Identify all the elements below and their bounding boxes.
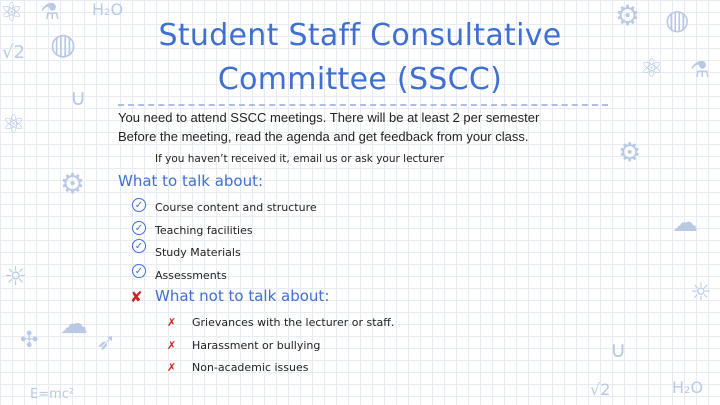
- rocket-icon: ➶: [96, 328, 117, 356]
- talk-about-item: Study Materials: [155, 246, 241, 259]
- not-talk-about-item: Harassment or bullying: [192, 339, 321, 352]
- magnet-icon: ∪: [70, 86, 87, 111]
- gear-icon: ⚙: [615, 0, 641, 32]
- flask-icon: ⚗: [690, 58, 710, 83]
- talk-about-item: Teaching facilities: [155, 224, 253, 237]
- talk-about-item: Course content and structure: [155, 201, 317, 214]
- cross-icon: ✗: [167, 361, 177, 374]
- talk-about-heading: What to talk about:: [118, 172, 264, 190]
- atom-icon: ⚛: [0, 0, 24, 28]
- lightbulb-icon: ☼: [4, 262, 28, 292]
- not-talk-about-heading: What not to talk about:: [155, 287, 330, 305]
- globe-icon: ◍: [50, 27, 77, 62]
- root-doodle: √2: [2, 42, 25, 63]
- brain-icon: ☁: [60, 307, 88, 340]
- root-doodle-bottom: √2: [590, 380, 611, 399]
- cross-icon: ✗: [167, 339, 177, 352]
- h2o-doodle: H₂O: [92, 0, 124, 19]
- globe-icon: ◍: [665, 3, 690, 36]
- check-circle-icon: ✓: [132, 264, 146, 278]
- not-talk-about-item: Non-academic issues: [192, 361, 309, 374]
- brain-icon: ☁: [672, 208, 698, 238]
- title-line-2: Committee (SSCC): [217, 62, 503, 97]
- intro-text: [118, 108, 618, 146]
- gear-icon: ⚙: [60, 167, 86, 200]
- check-circle-icon: ✓: [132, 198, 146, 212]
- h2o-doodle-bottom: H₂O: [672, 378, 704, 397]
- check-circle-icon: ✓: [132, 239, 146, 253]
- dashed-divider: [118, 104, 608, 106]
- telescope-icon: ✣: [20, 328, 39, 353]
- title-line-1: Student Staff Consultative: [158, 18, 562, 53]
- flask-icon: ⚗: [40, 0, 60, 25]
- atom-icon: ⚛: [2, 110, 26, 140]
- magnet-icon: ∪: [610, 338, 627, 363]
- page-title: [140, 14, 580, 102]
- atom-icon: ⚛: [640, 54, 664, 84]
- intro-line-2: Before the meeting, read the agenda and get feedback from your class.: [118, 129, 529, 144]
- formula-doodle: E=mc²: [30, 387, 75, 402]
- cross-icon: ✘: [130, 288, 143, 306]
- lightbulb-icon: ☼: [690, 278, 712, 306]
- agenda-note: If you haven’t received it, email us or ask your lecturer: [155, 153, 444, 165]
- cross-icon: ✗: [167, 316, 177, 329]
- gear-icon: ⚙: [618, 138, 642, 168]
- intro-line-1: You need to attend SSCC meetings. There will be at least 2 per semester: [118, 110, 540, 125]
- check-circle-icon: ✓: [132, 221, 146, 235]
- talk-about-item: Assessments: [155, 269, 227, 282]
- not-talk-about-item: Grievances with the lecturer or staff.: [192, 316, 395, 329]
